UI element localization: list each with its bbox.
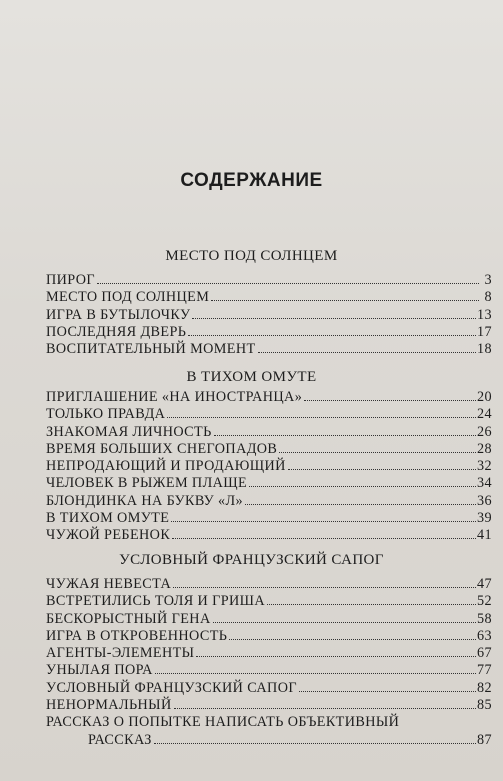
dot-leader — [214, 435, 476, 436]
toc-list-section-3 — [46, 576, 492, 749]
toc-entry-page: 3 — [484, 272, 492, 288]
toc-entry[interactable] — [46, 680, 492, 697]
toc-entry-page: 18 — [477, 341, 492, 358]
toc-entry-page: 77 — [477, 662, 492, 679]
toc-list-section-2 — [46, 389, 492, 545]
toc-entry[interactable] — [46, 645, 492, 662]
toc-entry-page: 39 — [477, 510, 492, 527]
toc-entry[interactable] — [46, 527, 492, 544]
toc-list-section-1 — [46, 272, 492, 358]
toc-entry-page: 36 — [477, 492, 492, 509]
dot-leader — [173, 587, 476, 588]
toc-entry-page: 63 — [477, 627, 492, 644]
toc-entry[interactable] — [46, 593, 492, 610]
toc-entry-page: 67 — [477, 645, 492, 662]
toc-entry-title: УНЫЛАЯ ПОРА — [46, 662, 153, 679]
toc-entry[interactable] — [46, 697, 492, 714]
dot-leader — [229, 639, 476, 640]
dot-leader — [304, 400, 476, 401]
toc-entry-page: 26 — [477, 423, 492, 440]
toc-entry-page: 28 — [477, 440, 492, 457]
dot-leader — [174, 708, 476, 709]
toc-entry[interactable] — [46, 324, 492, 341]
dot-leader — [245, 504, 476, 505]
toc-entry[interactable] — [46, 441, 492, 458]
section-heading-3: УСЛОВНЫЙ ФРАНЦУЗСКИЙ САПОГ — [119, 552, 384, 568]
dot-leader — [154, 743, 476, 744]
toc-entry-page: 20 — [477, 389, 492, 405]
toc-entry-title: ВСТРЕТИЛИСЬ ТОЛЯ И ГРИША — [46, 593, 266, 610]
toc-entry-title: БЕСКОРЫСТНЫЙ ГЕНА — [46, 610, 211, 627]
dot-leader — [213, 622, 476, 623]
dot-leader — [249, 486, 476, 487]
toc-entry-multiline[interactable] — [46, 714, 492, 749]
toc-entry-page: 52 — [477, 593, 492, 610]
toc-entry[interactable] — [46, 475, 492, 492]
dot-leader — [97, 283, 479, 284]
toc-entry-page: 32 — [477, 458, 492, 475]
toc-entry-title: ИГРА В ОТКРОВЕННОСТЬ — [46, 627, 228, 644]
toc-entry-title: НЕПРОДАЮЩИЙ И ПРОДАЮЩИЙ — [46, 458, 286, 475]
toc-entry[interactable] — [46, 458, 492, 475]
toc-entry-title: ЧУЖОЙ РЕБЕНОК — [46, 527, 171, 544]
toc-entry-page: 24 — [477, 406, 492, 423]
toc-entry-title: ПРИГЛАШЕНИЕ «НА ИНОСТРАНЦА» — [46, 389, 303, 405]
toc-entry-title-line1: РАССКАЗ О ПОПЫТКЕ НАПИСАТЬ ОБЪЕКТИВНЫЙ — [46, 714, 400, 731]
toc-entry[interactable] — [46, 493, 492, 510]
dot-leader — [211, 300, 479, 301]
dot-leader — [155, 673, 476, 674]
toc-entry-title: УСЛОВНЫЙ ФРАНЦУЗСКИЙ САПОГ — [46, 679, 297, 696]
dot-leader — [171, 521, 476, 522]
toc-entry-title: ПИРОГ — [46, 272, 96, 288]
toc-entry-title: ЧЕЛОВЕК В РЫЖЕМ ПЛАЩЕ — [46, 475, 248, 492]
dot-leader — [267, 604, 476, 605]
toc-entry-title: ВРЕМЯ БОЛЬШИХ СНЕГОПАДОВ — [46, 440, 278, 457]
dot-leader — [299, 691, 476, 692]
dot-leader — [188, 335, 476, 336]
toc-entry-title: ТОЛЬКО ПРАВДА — [46, 406, 166, 423]
toc-entry[interactable] — [46, 307, 492, 324]
toc-entry[interactable] — [46, 272, 492, 289]
section-heading-1: МЕСТО ПОД СОЛНЦЕМ — [165, 248, 338, 264]
toc-entry[interactable] — [46, 628, 492, 645]
dot-leader — [279, 452, 476, 453]
page-title: СОДЕРЖАНИЕ — [180, 170, 323, 191]
dot-leader — [196, 656, 476, 657]
toc-entry[interactable] — [46, 576, 492, 593]
toc-entry-title: ВОСПИТАТЕЛЬНЫЙ МОМЕНТ — [46, 341, 256, 358]
toc-entry-page: 13 — [477, 306, 492, 323]
toc-entry[interactable] — [46, 389, 492, 406]
toc-entry-page: 85 — [477, 697, 492, 714]
toc-entry-page: 8 — [484, 289, 492, 306]
toc-entry-page: 17 — [477, 323, 492, 340]
toc-entry-title: АГЕНТЫ-ЭЛЕМЕНТЫ — [46, 645, 195, 662]
dot-leader — [167, 417, 476, 418]
toc-entry-page: 87 — [477, 731, 492, 748]
toc-entry-title: НЕНОРМАЛЬНЫЙ — [46, 697, 172, 714]
toc-entry[interactable] — [46, 424, 492, 441]
toc-entry-page: 58 — [477, 610, 492, 627]
toc-entry-title: БЛОНДИНКА НА БУКВУ «Л» — [46, 492, 244, 509]
dot-leader — [172, 538, 476, 539]
toc-entry-title: ПОСЛЕДНЯЯ ДВЕРЬ — [46, 323, 187, 340]
dot-leader — [192, 318, 476, 319]
toc-entry-page: 41 — [477, 527, 492, 544]
dot-leader — [288, 469, 476, 470]
toc-entry-title: ИГРА В БУТЫЛОЧКУ — [46, 306, 191, 323]
toc-entry[interactable] — [46, 611, 492, 628]
toc-entry[interactable] — [46, 289, 492, 306]
toc-entry-page: 82 — [477, 679, 492, 696]
toc-entry[interactable] — [46, 662, 492, 679]
toc-entry-title: В ТИХОМ ОМУТЕ — [46, 510, 170, 527]
toc-entry-title: МЕСТО ПОД СОЛНЦЕМ — [46, 289, 210, 306]
toc-entry[interactable] — [46, 510, 492, 527]
toc-entry-title: ЧУЖАЯ НЕВЕСТА — [46, 576, 172, 592]
toc-entry-title-line2: РАССКАЗ — [88, 731, 152, 748]
toc-entry[interactable] — [46, 406, 492, 423]
toc-entry-page: 47 — [477, 576, 492, 592]
toc-entry-page: 34 — [477, 475, 492, 492]
toc-entry-title: ЗНАКОМАЯ ЛИЧНОСТЬ — [46, 423, 212, 440]
dot-leader — [258, 352, 476, 353]
toc-entry[interactable] — [46, 341, 492, 358]
section-heading-2: В ТИХОМ ОМУТЕ — [186, 369, 317, 385]
